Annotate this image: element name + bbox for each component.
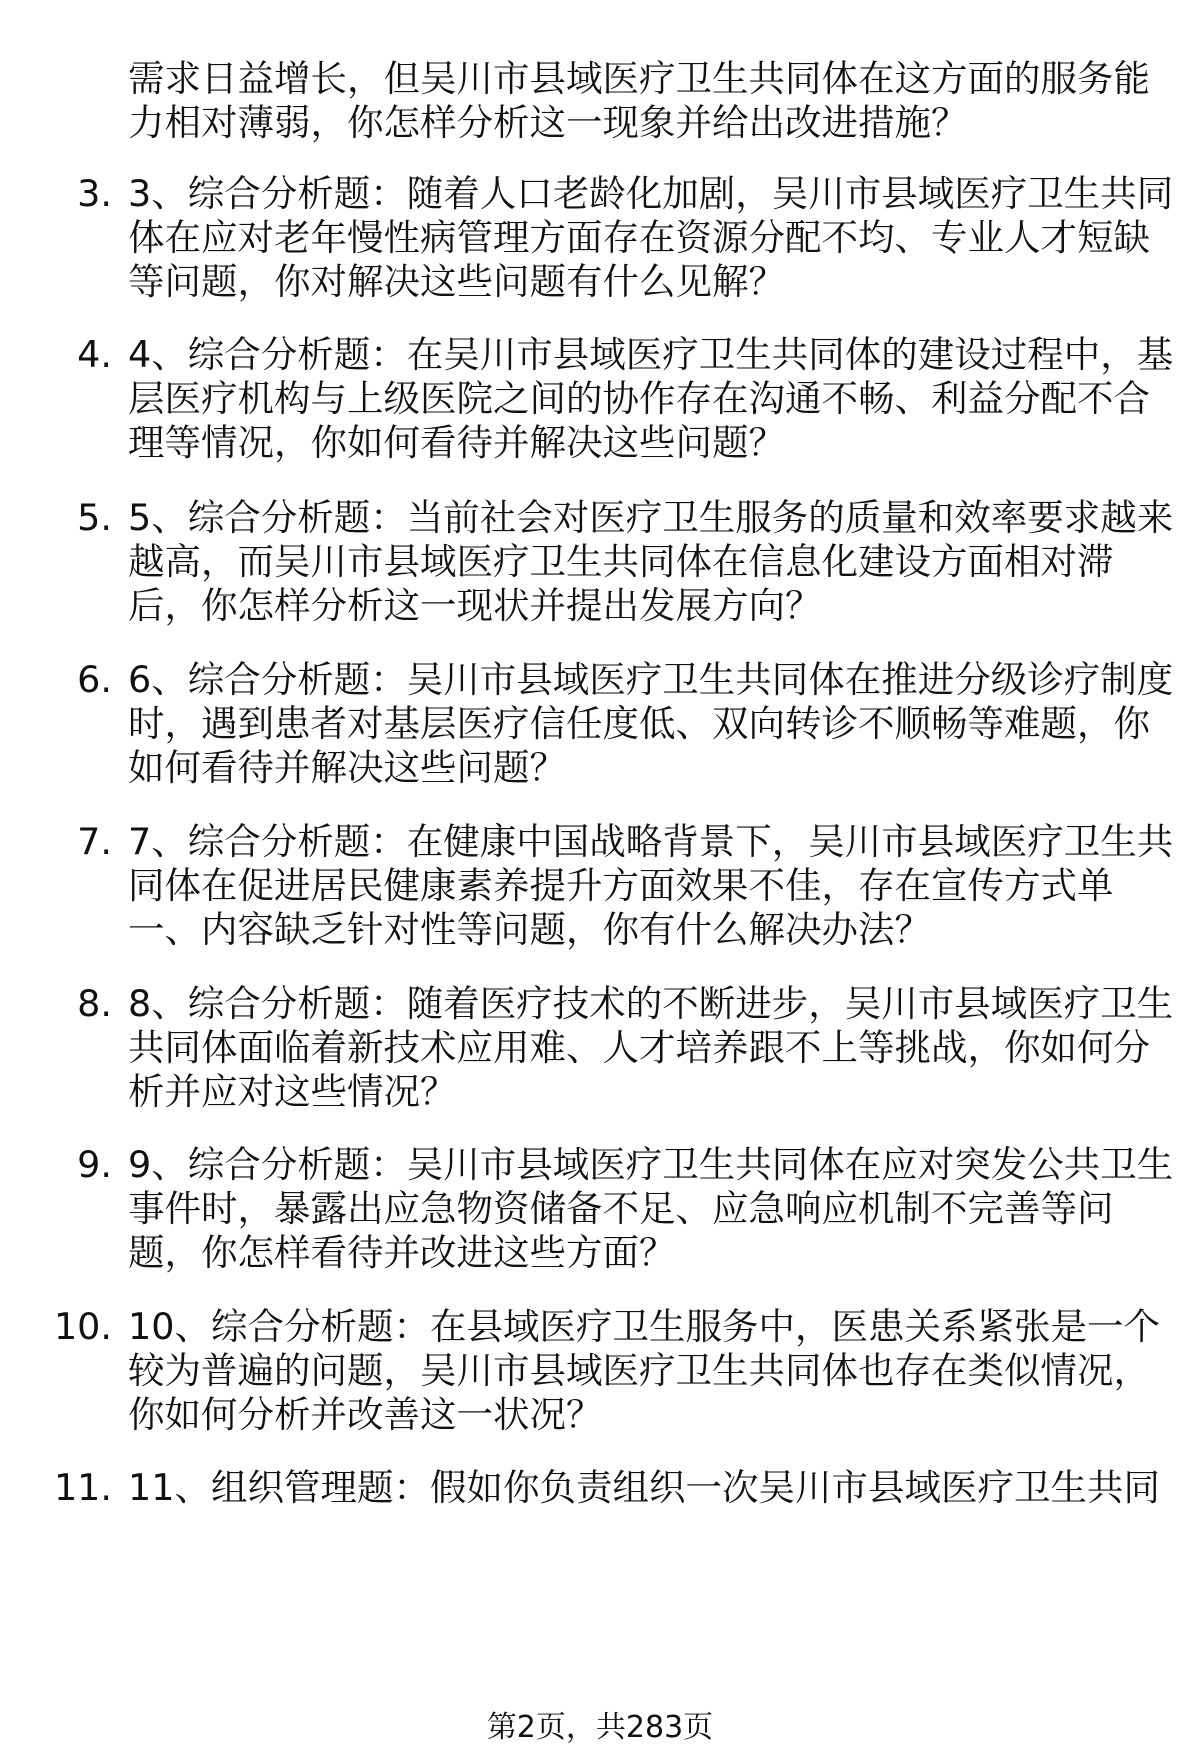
list-item-line: 同体在促进居民健康素养提升方面效果不佳，存在宣传方式单 (128, 864, 1114, 907)
list-item-line: 较为普遍的问题，吴川市县域医疗卫生共同体也存在类似情况， (128, 1349, 1150, 1392)
list-item-line: 10、综合分析题：在县域医疗卫生服务中，医患关系紧张是一个 (128, 1305, 1160, 1348)
list-item-line: 题，你怎样看待并改进这些方面？ (128, 1231, 676, 1274)
page-number-footer: 第2页，共283页 (486, 1710, 714, 1745)
list-item-line: 析并应对这些情况？ (128, 1070, 457, 1113)
list-item-number: 7. (77, 820, 112, 863)
list-item-number: 4. (77, 333, 112, 376)
list-item-line: 理等情况，你如何看待并解决这些问题？ (128, 421, 785, 464)
list-item-number: 5. (77, 496, 112, 539)
list-item-number: 10. (53, 1305, 112, 1348)
list-item-line: 7、综合分析题：在健康中国战略背景下，吴川市县域医疗卫生共 (128, 820, 1174, 863)
list-item-line: 时，遇到患者对基层医疗信任度低、双向转诊不顺畅等难题，你 (128, 702, 1150, 745)
list-item-line: 11、组织管理题：假如你负责组织一次吴川市县域医疗卫生共同 (128, 1466, 1160, 1509)
list-item-number: 3. (77, 172, 112, 215)
list-item-line: 等问题，你对解决这些问题有什么见解？ (128, 260, 785, 303)
list-item-line: 后，你怎样分析这一现状并提出发展方向？ (128, 584, 822, 627)
list-item-line: 你如何分析并改善这一状况？ (128, 1393, 603, 1436)
continuation-line: 需求日益增长，但吴川市县域医疗卫生共同体在这方面的服务能 (128, 57, 1150, 100)
list-item-line: 共同体面临着新技术应用难、人才培养跟不上等挑战，你如何分 (128, 1026, 1150, 1069)
list-item-number: 8. (77, 982, 112, 1025)
list-item-number: 11. (53, 1466, 112, 1509)
list-item-line: 越高，而吴川市县域医疗卫生共同体在信息化建设方面相对滞 (128, 540, 1114, 583)
list-item-number: 6. (77, 658, 112, 701)
list-item-line: 3、综合分析题：随着人口老龄化加剧，吴川市县域医疗卫生共同 (128, 172, 1174, 215)
list-item-line: 一、内容缺乏针对性等问题，你有什么解决办法？ (128, 908, 931, 951)
list-item-line: 8、综合分析题：随着医疗技术的不断进步，吴川市县域医疗卫生 (128, 982, 1174, 1025)
list-item-line: 6、综合分析题：吴川市县域医疗卫生共同体在推进分级诊疗制度 (128, 658, 1174, 701)
list-item-line: 如何看待并解决这些问题？ (128, 746, 566, 789)
list-item-line: 体在应对老年慢性病管理方面存在资源分配不均、专业人才短缺 (128, 216, 1150, 259)
list-item-line: 9、综合分析题：吴川市县域医疗卫生共同体在应对突发公共卫生 (128, 1143, 1174, 1186)
list-item-line: 事件时，暴露出应急物资储备不足、应急响应机制不完善等问 (128, 1187, 1114, 1230)
continuation-line: 力相对薄弱，你怎样分析这一现象并给出改进措施？ (128, 101, 968, 144)
list-item-line: 层医疗机构与上级医院之间的协作存在沟通不畅、利益分配不合 (128, 377, 1150, 420)
list-item-line: 5、综合分析题：当前社会对医疗卫生服务的质量和效率要求越来 (128, 496, 1174, 539)
list-item-number: 9. (77, 1143, 112, 1186)
list-item-line: 4、综合分析题：在吴川市县域医疗卫生共同体的建设过程中，基 (128, 333, 1174, 376)
